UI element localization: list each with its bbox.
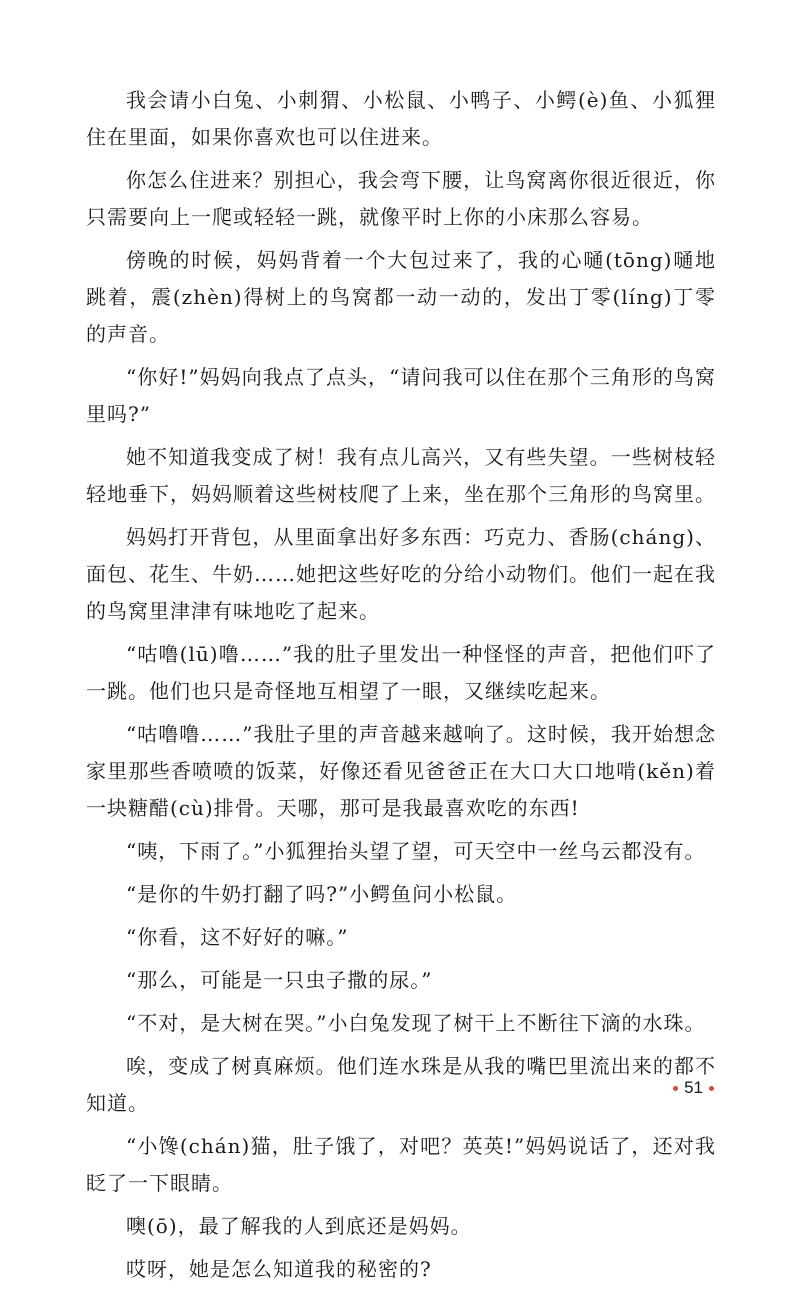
paragraph: “咕噜(lū)噜……”我的肚子里发出一种怪怪的声音，把他们吓了一跳。他们也只是奇怪地互相望了一眼，又继续吃起来。 (86, 642, 716, 703)
paragraph: 傍晚的时候，妈妈背着一个大包过来了，我的心嗵(tōng)嗵地跳着，震(zhèn)得树上的鸟窝都一动一动的，发出丁零(líng)丁零的声音。 (86, 248, 716, 346)
paragraph: 妈妈打开背包，从里面拿出好多东西：巧克力、香肠(cháng)、面包、花生、牛奶……她把这些好吃的分给小动物们。他们一起在我的鸟窝里津津有味地吃了起来。 (86, 525, 716, 623)
paragraph: “小馋(chán)猫，肚子饿了，对吧？英英!”妈妈说话了，还对我眨了一下眼睛。 (86, 1134, 716, 1195)
paragraph: 我会请小白兔、小刺猬、小松鼠、小鸭子、小鳄(è)鱼、小狐狸住在里面，如果你喜欢也可以住进来。 (86, 88, 716, 149)
paragraph: “你看，这不好好的嘛。” (126, 925, 349, 949)
page-footer (673, 1078, 714, 1098)
story-text (86, 82, 716, 1294)
paragraph: 唉，变成了树真麻烦。他们连水珠是从我的嘴巴里流出来的都不知道。 (86, 1054, 716, 1115)
page-number: 51 (684, 1078, 703, 1097)
paragraph: “咕噜噜……”我肚子里的声音越来越响了。这时候，我开始想念家里那些香喷喷的饭菜，好像还看见爸爸正在大口大口地啃(kěn)着一块糖醋(cù)排骨。天哪，那可是我最喜欢吃的东西! (86, 722, 716, 820)
paragraph: 哎呀，她是怎么知道我的秘密的? (126, 1257, 432, 1281)
paragraph: 她不知道我变成了树！我有点儿高兴，又有些失望。一些树枝轻轻地垂下，妈妈顺着这些树枝爬了上来，坐在那个三角形的鸟窝里。 (86, 445, 716, 506)
paragraph: “咦，下雨了。”小狐狸抬头望了望，可天空中一丝乌云都没有。 (126, 839, 706, 863)
paragraph: “不对，是大树在哭。”小白兔发现了树干上不断往下滴的水珠。 (126, 1011, 706, 1035)
bullet-dot-icon (709, 1086, 714, 1091)
paragraph: “那么，可能是一只虫子撒的尿。” (126, 968, 433, 992)
paragraph: 你怎么住进来？别担心，我会弯下腰，让鸟窝离你很近很近，你只需要向上一爬或轻轻一跳，就像平时上你的小床那么容易。 (86, 168, 716, 229)
paragraph: “你好!”妈妈向我点了点头，“请问我可以住在那个三角形的鸟窝里吗?” (86, 365, 716, 426)
paragraph: “是你的牛奶打翻了吗?”小鳄鱼问小松鼠。 (126, 882, 518, 906)
bullet-dot-icon (673, 1086, 678, 1091)
paragraph: 噢(ō)，最了解我的人到底还是妈妈。 (126, 1214, 472, 1238)
